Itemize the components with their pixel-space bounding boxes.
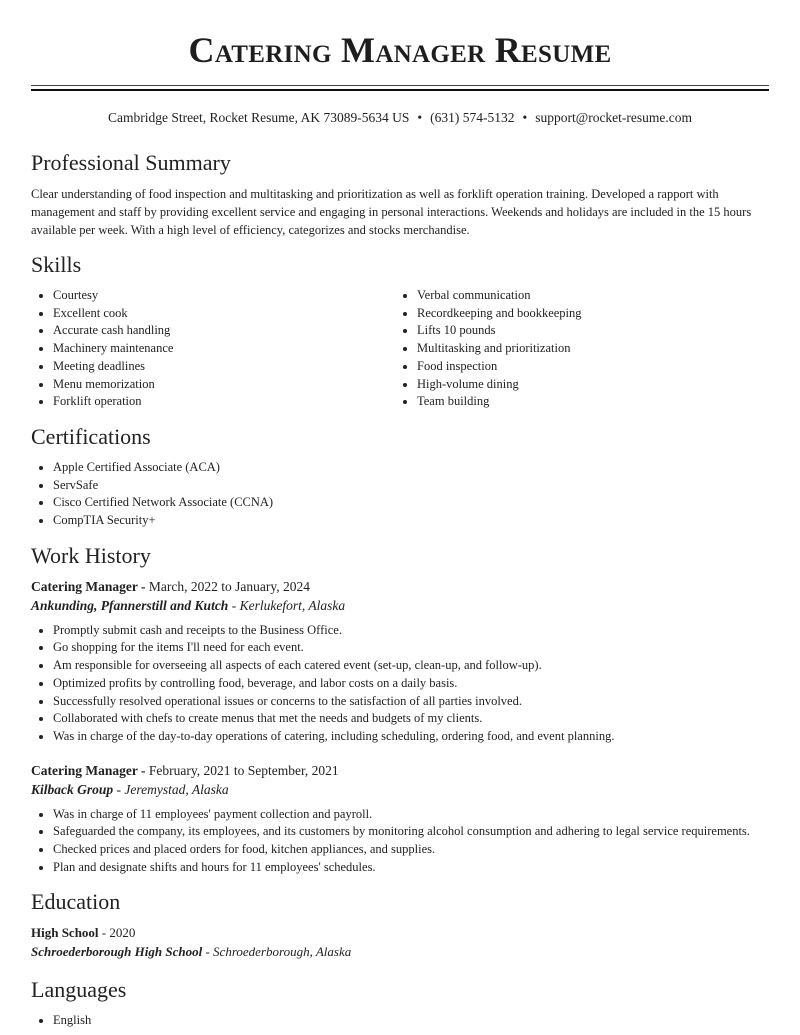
section-certifications [31, 423, 769, 530]
section-heading: Languages [31, 977, 127, 1003]
bullet-separator-icon: • [522, 110, 528, 125]
list-item: • ServSafe [53, 477, 769, 495]
list-item: • Multitasking and prioritization [417, 340, 769, 358]
job-title: Catering Manager [31, 762, 138, 778]
job-entry [31, 761, 769, 877]
list-item: • Machinery maintenance [53, 340, 395, 358]
section-summary [31, 149, 769, 239]
section-heading: Professional Summary [31, 150, 231, 175]
section-languages [31, 976, 769, 1030]
job-company-line [31, 780, 769, 799]
job-title-line [31, 761, 769, 780]
section-heading: Skills [31, 252, 82, 277]
job-company: Kilback Group [31, 781, 114, 797]
list-item: • Courtesy [53, 287, 395, 305]
education-location: Schroederborough, Alaska [213, 944, 352, 960]
list-item: • High-volume dining [417, 376, 769, 394]
contact-email: support@rocket-resume.com [535, 110, 693, 125]
job-company-line [31, 596, 769, 615]
contact-address: Cambridge Street, Rocket Resume, AK 73089-5634 US [107, 110, 410, 125]
education-degree: High School [31, 925, 99, 941]
list-item: • Optimized profits by controlling food, beverage, and labor costs on a daily basis. [53, 675, 769, 693]
list-item: • Promptly submit cash and receipts to the Business Office. [53, 622, 769, 640]
section-education [31, 888, 769, 961]
dash: - [137, 578, 149, 594]
skills-list-right [395, 287, 769, 411]
list-item: • Verbal communication [417, 287, 769, 305]
list-item: • Lifts 10 pounds [417, 322, 769, 340]
list-item: • Team building [417, 393, 769, 411]
list-item: • Plan and designate shifts and hours for 11 employees' schedules. [53, 859, 769, 877]
list-item: • English [53, 1012, 769, 1030]
job-company: Ankunding, Pfannerstill and Kutch [31, 597, 229, 613]
job-location: Kerlukefort, Alaska [239, 597, 346, 613]
dash: - [202, 944, 214, 960]
section-work-history [31, 542, 769, 877]
job-entry [31, 577, 769, 746]
job-title-line [31, 577, 769, 596]
resume-title: Catering Manager Resume [188, 30, 612, 70]
dash: - [113, 781, 125, 797]
job-location: Jeremystad, Alaska [124, 781, 229, 797]
dash: - [98, 925, 110, 941]
dash: - [228, 597, 240, 613]
contact-line [31, 109, 769, 127]
job-dates: March, 2022 to January, 2024 [148, 578, 310, 594]
list-item: • Safeguarded the company, its employees, and its customers by monitoring alcohol consumption and adhering to legal service requirements. [53, 823, 769, 841]
job-dates: February, 2021 to September, 2021 [148, 762, 339, 778]
list-item: • Forklift operation [53, 393, 395, 411]
list-item: • Apple Certified Associate (ACA) [53, 459, 769, 477]
header-divider [31, 85, 769, 91]
list-item: • Cisco Certified Network Associate (CCNA) [53, 494, 769, 512]
list-item: • Was in charge of 11 employees' payment collection and payroll. [53, 806, 769, 824]
section-skills [31, 251, 769, 411]
list-item: • Menu memorization [53, 376, 395, 394]
list-item: • Collaborated with chefs to create menus that met the needs and budgets of my clients. [53, 710, 769, 728]
job-duties-list [31, 622, 769, 746]
list-item: • CompTIA Security+ [53, 512, 769, 530]
job-title: Catering Manager [31, 578, 138, 594]
skills-list-left [31, 287, 395, 411]
list-item: • Meeting deadlines [53, 358, 395, 376]
section-heading: Certifications [31, 423, 151, 449]
list-item: • Recordkeeping and bookkeeping [417, 305, 769, 323]
job-duties-list [31, 806, 769, 877]
list-item: • Am responsible for overseeing all aspects of each catered event (set-up, clean-up, and follow-up). [53, 657, 769, 675]
languages-list [31, 1012, 769, 1030]
bullet-separator-icon: • [417, 110, 423, 125]
list-item: • Accurate cash handling [53, 322, 395, 340]
dash: - [137, 762, 149, 778]
certifications-list [31, 459, 769, 530]
contact-phone: (631) 574-5132 [430, 110, 515, 125]
list-item: • Successfully resolved operational issues or concerns to the satisfaction of all parties involved. [53, 693, 769, 711]
list-item: • Checked prices and placed orders for food, kitchen appliances, and supplies. [53, 841, 769, 859]
list-item: • Was in charge of the day-to-day operations of catering, including scheduling, ordering food, and event planning. [53, 728, 769, 746]
section-heading: Education [31, 889, 121, 915]
list-item: • Go shopping for the items I'll need for each event. [53, 639, 769, 657]
education-school-line [31, 942, 769, 961]
skills-grid [31, 287, 769, 411]
education-year: 2020 [109, 925, 136, 941]
education-degree-line [31, 923, 769, 942]
education-school: Schroederborough High School [31, 944, 203, 960]
summary-text: Clear understanding of food inspection and multitasking and prioritization as well as forklift operation training. Developed a rapport with management and staff by providing excellent service and engaging in personal interactions. Weekends and holidays are included in the 15 hours available per week. With a high level of efficiency, categorizes and stocks merchandise. [31, 187, 752, 237]
list-item: • Excellent cook [53, 305, 395, 323]
list-item: • Food inspection [417, 358, 769, 376]
section-heading: Work History [31, 542, 151, 568]
